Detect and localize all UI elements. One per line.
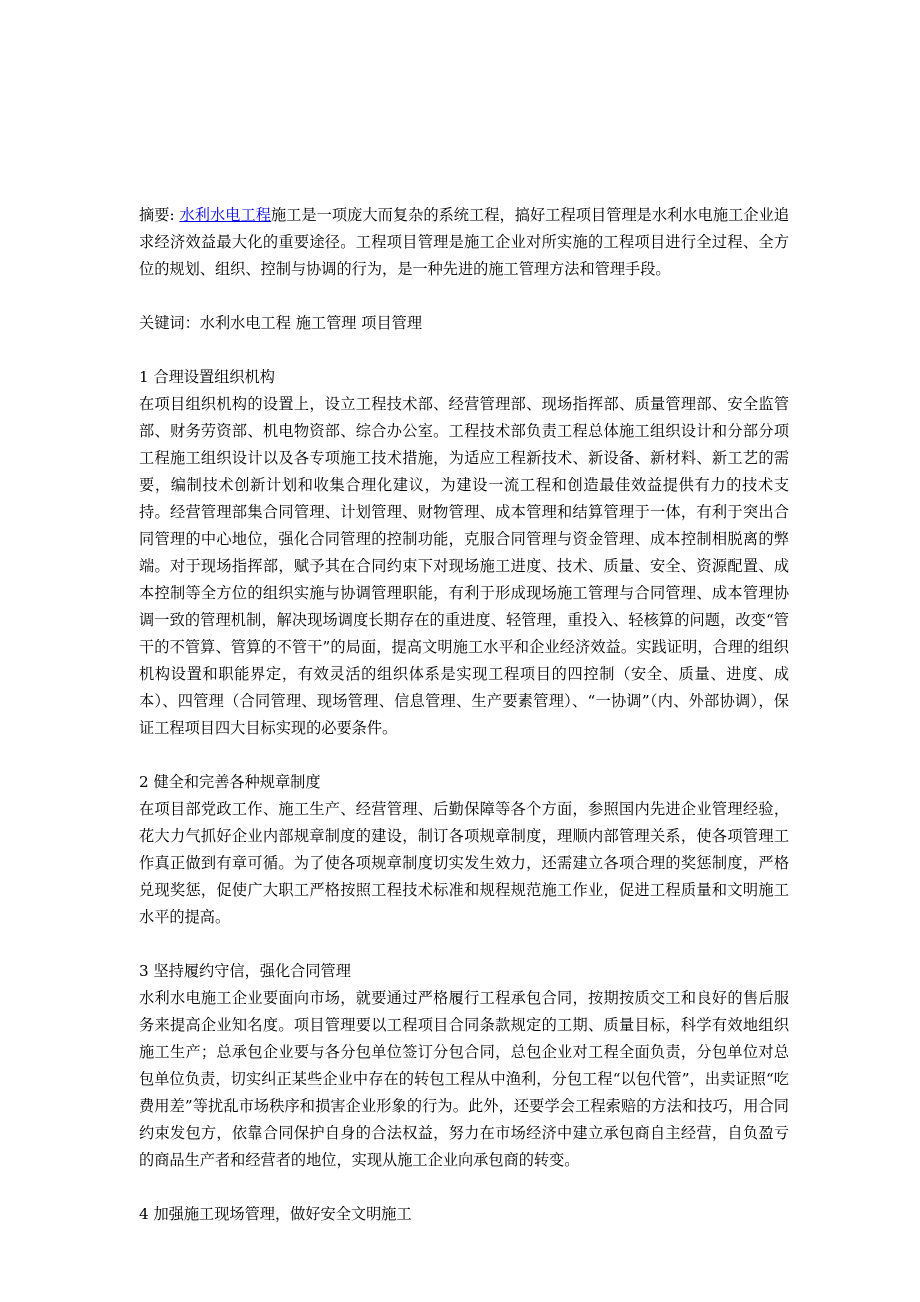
section-body-2: 在项目部党政工作、施工生产、经营管理、后勤保障等各个方面，参照国内先进企业管理经验，花大力气抓好企业内部规章制度的建设，制订各项规章制度，理顺内部管理关系，使各项管理工作真正做到有章可循。为了使各项规章制度切实发生效力，还需建立各项合理的奖惩制度，严格兑现奖惩，促使广大职工严格按照工程技术标准和规程规范施工作业，促进工程质量和文明施工水平的提高。 bbox=[139, 800, 789, 926]
abstract-link[interactable]: 水利水电工程 bbox=[179, 206, 271, 224]
document-page bbox=[139, 202, 789, 1228]
section-heading-3: 3 坚持履约守信，强化合同管理 bbox=[139, 962, 351, 980]
spacer bbox=[139, 337, 789, 364]
section-heading-4: 4 加强施工现场管理，做好安全文明施工 bbox=[139, 1205, 412, 1223]
spacer bbox=[139, 1174, 789, 1201]
spacer bbox=[139, 283, 789, 310]
abstract-text: 施工是一项庞大而复杂的系统工程，搞好工程项目管理是水利水电施工企业追求经济效益最大化的重要途径。工程项目管理是施工企业对所实施的工程项目进行全过程、全方位的规划、组织、控制与协调的行为，是一种先进的施工管理方法和管理手段。 bbox=[139, 206, 790, 278]
keywords-line: 关键词：水利水电工程 施工管理 项目管理 bbox=[139, 314, 423, 332]
abstract-paragraph bbox=[139, 202, 789, 283]
section-body-1: 在项目组织机构的设置上，设立工程技术部、经营管理部、现场指挥部、质量管理部、安全监管部、财务劳资部、机电物资部、综合办公室。工程技术部负责工程总体施工组织设计和分部分项工程施工组织设计以及各专项施工技术措施，为适应工程新技术、新设备、新材料、新工艺的需要，编制技术创新计划和收集合理化建议，为建设一流工程和创造最佳效益提供有力的技术支持。经营管理部集合同管理、计划管理、财物管理、成本管理和结算管理于一体，有利于突出合同管理的中心地位，强化合同管理的控制功能，克服合同管理与资金管理、成本控制相脱离的弊端。对于现场指挥部，赋予其在合同约束下对现场施工进度、技术、质量、安全、资源配置、成本控制等全方位的组织实施与协调管理职能，有利于形成现场施工管理与合同管理、成本管理协调一致的管理机制，解决现场调度长期存在的重进度、轻管理，重投入、轻核算的问题，改变“管干的不管算、管算的不管干”的局面，提高文明施工水平和企业经济效益。实践证明，合理的组织机构设置和职能界定，有效灵活的组织体系是实现工程项目的四控制（安全、质量、进度、成本）、四管理（合同管理、现场管理、信息管理、生产要素管理）、“一协调”（内、外部协调），保证工程项目四大目标实现的必要条件。 bbox=[139, 395, 789, 737]
section-body-3: 水利水电施工企业要面向市场，就要通过严格履行工程承包合同，按期按质交工和良好的售后服务来提高企业知名度。项目管理要以工程项目合同条款规定的工期、质量目标，科学有效地组织施工生产；总承包企业要与各分包单位签订分包合同，总包企业对工程全面负责，分包单位对总包单位负责，切实纠正某些企业中存在的转包工程从中渔利，分包工程“以包代管”，出卖证照“吃费用差”等扰乱市场秩序和损害企业形象的行为。此外，还要学会工程索赔的方法和技巧，用合同约束发包方，依靠合同保护自身的合法权益，努力在市场经济中建立承包商自主经营，自负盈亏的商品生产者和经营者的地位，实现从施工企业向承包商的转变。 bbox=[139, 989, 789, 1169]
abstract-label: 摘要: bbox=[139, 206, 175, 224]
spacer bbox=[139, 931, 789, 958]
section-heading-2: 2 健全和完善各种规章制度 bbox=[139, 773, 321, 791]
section-heading-1: 1 合理设置组织机构 bbox=[139, 368, 275, 386]
spacer bbox=[139, 742, 789, 769]
